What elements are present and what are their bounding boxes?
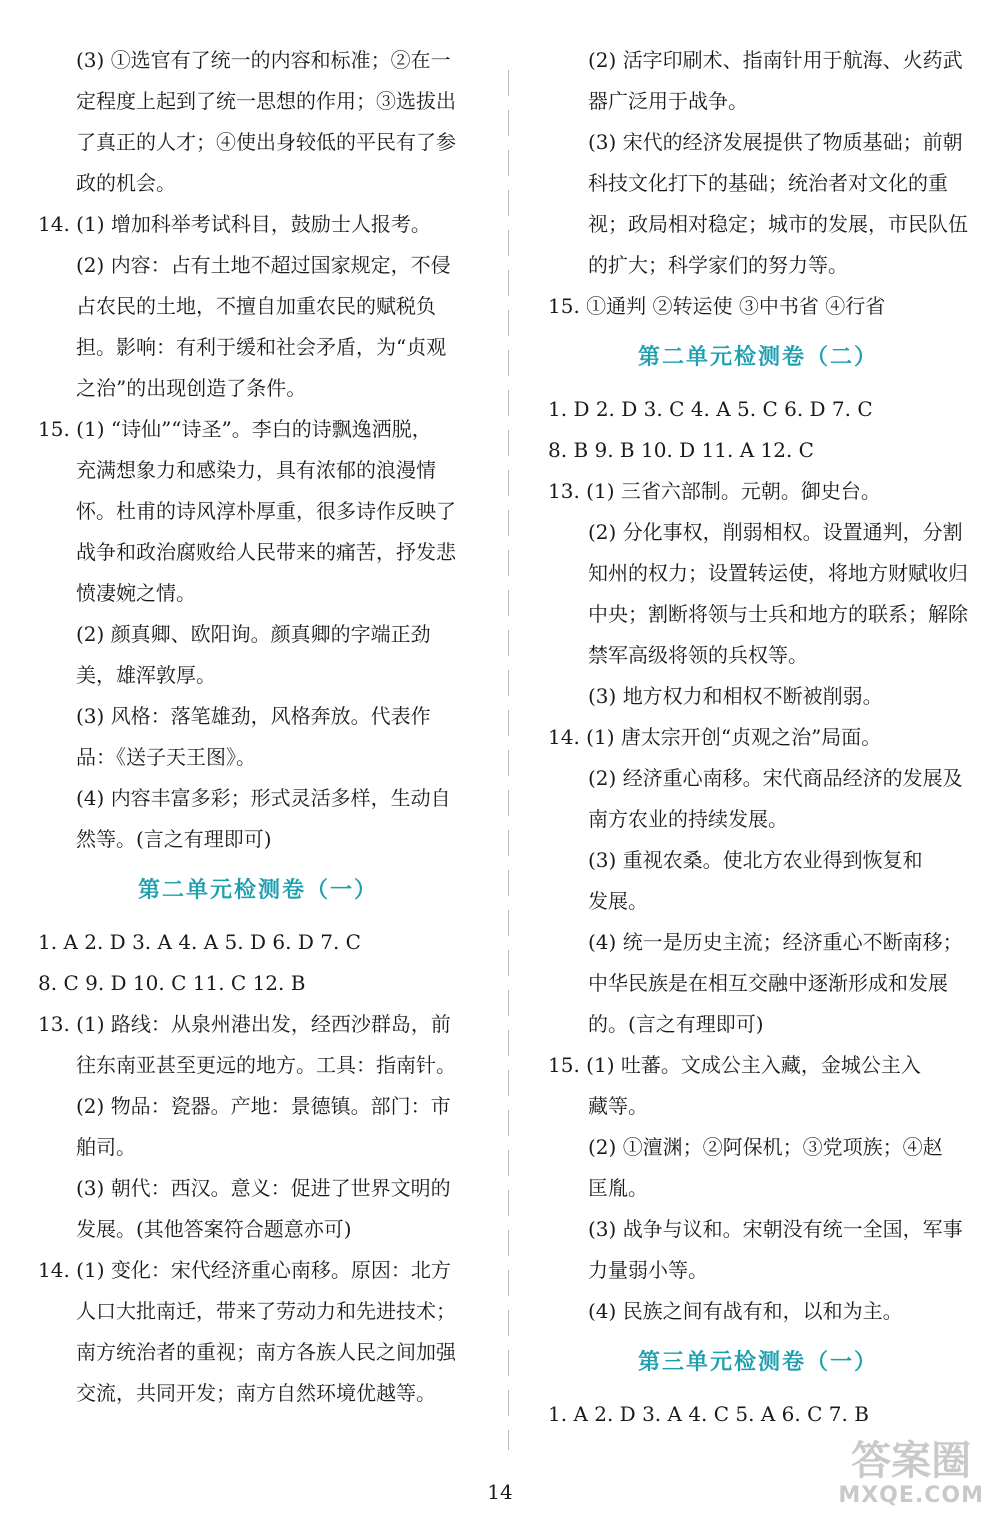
answer-line: 13. (1) 三省六部制。元朝。御史台。 xyxy=(548,479,881,503)
answer-line: 中央；割断将领与士兵和地方的联系；解除 xyxy=(588,602,968,626)
answer-line: 15. (1) “诗仙”“诗圣”。李白的诗飘逸洒脱， xyxy=(38,417,432,441)
answer-line: 往东南亚甚至更远的地方。工具：指南针。 xyxy=(76,1053,456,1077)
answer-line: (3) 宋代的经济发展提供了物质基础；前朝 xyxy=(588,130,963,154)
answer-line: 美，雄浑敦厚。 xyxy=(76,663,216,687)
answer-line: 1. A 2. D 3. A 4. C 5. A 6. C 7. B xyxy=(548,1402,869,1426)
answer-line: 13. (1) 路线：从泉州港出发，经西沙群岛，前 xyxy=(38,1012,451,1036)
answer-line: 舶司。 xyxy=(76,1135,136,1159)
answer-line: 视；政局相对稳定；城市的发展，市民队伍 xyxy=(588,212,968,236)
answer-line: 中华民族是在相互交融中逐渐形成和发展 xyxy=(588,971,948,995)
answer-line: 南方统治者的重视；南方各族人民之间加强 xyxy=(76,1340,456,1364)
answer-line: 力量弱小等。 xyxy=(588,1258,708,1282)
page-number: 14 xyxy=(487,1480,513,1504)
answer-line: (3) 朝代：西汉。意义：促进了世界文明的 xyxy=(76,1176,451,1200)
answer-line: 8. C 9. D 10. C 11. C 12. B xyxy=(38,971,306,995)
answer-line: 南方农业的持续发展。 xyxy=(588,807,788,831)
answer-line: 品：《送子天王图》。 xyxy=(76,745,256,769)
answer-line: 充满想象力和感染力，具有浓郁的浪漫情 xyxy=(76,458,436,482)
section-heading: 第二单元检测卷（二） xyxy=(637,345,878,370)
answer-line: (4) 民族之间有战有和，以和为主。 xyxy=(588,1299,903,1323)
answer-line: (4) 内容丰富多彩；形式灵活多样，生动自 xyxy=(76,786,451,810)
answer-line: 然等。(言之有理即可) xyxy=(76,827,272,851)
answer-line: 发展。 xyxy=(588,889,648,913)
answer-line: 发展。(其他答案符合题意亦可) xyxy=(76,1217,352,1241)
answer-line: (2) 活字印刷术、指南针用于航海、火药武 xyxy=(588,48,963,72)
answer-line: (2) 内容：占有土地不超过国家规定，不侵 xyxy=(76,253,451,277)
answer-line: 8. B 9. B 10. D 11. A 12. C xyxy=(548,438,814,462)
answer-line: 1. A 2. D 3. A 4. A 5. D 6. D 7. C xyxy=(38,930,361,954)
answer-line: 占农民的土地，不擅自加重农民的赋税负 xyxy=(76,294,436,318)
answer-line: 14. (1) 唐太宗开创“贞观之治”局面。 xyxy=(548,725,882,749)
answer-line: 愤凄婉之情。 xyxy=(76,581,196,605)
answer-line: 藏等。 xyxy=(588,1094,648,1118)
answer-line: (3) 风格：落笔雄劲，风格奔放。代表作 xyxy=(76,704,431,728)
answer-line: 交流，共同开发；南方自然环境优越等。 xyxy=(76,1381,436,1405)
answer-line: (3) 地方权力和相权不断被削弱。 xyxy=(588,684,883,708)
watermark-url: MXQE.COM xyxy=(838,1483,984,1508)
column-divider xyxy=(508,70,509,1450)
answer-line: 禁军高级将领的兵权等。 xyxy=(588,643,808,667)
answer-line: 14. (1) 增加科举考试科目，鼓励士人报考。 xyxy=(38,212,431,236)
answer-line: (3) 战争与议和。宋朝没有统一全国，军事 xyxy=(588,1217,963,1241)
section-heading: 第二单元检测卷（一） xyxy=(137,878,378,903)
answer-line: 怀。杜甫的诗风淳朴厚重，很多诗作反映了 xyxy=(76,499,456,523)
answer-line: 1. D 2. D 3. C 4. A 5. C 6. D 7. C xyxy=(548,397,873,421)
watermark xyxy=(838,1439,984,1508)
answer-line: 担。影响：有利于缓和社会矛盾，为“贞观 xyxy=(76,335,447,359)
answer-line: (2) 颜真卿、欧阳询。颜真卿的字端正劲 xyxy=(76,622,431,646)
answer-line: 15. (1) 吐蕃。文成公主入藏，金城公主入 xyxy=(548,1053,921,1077)
answer-line: 人口大批南迁，带来了劳动力和先进技术； xyxy=(76,1299,456,1323)
answer-line: 之治”的出现创造了条件。 xyxy=(76,376,307,400)
right-column xyxy=(548,40,968,1435)
answer-line: 15. ①通判 ②转运使 ③中书省 ④行省 xyxy=(548,294,886,318)
left-column xyxy=(38,40,478,1414)
answer-line: 14. (1) 变化：宋代经济重心南移。原因：北方 xyxy=(38,1258,451,1282)
answer-line: 的扩大；科学家们的努力等。 xyxy=(588,253,848,277)
answer-line: (2) 分化事权，削弱相权。设置通判，分割 xyxy=(588,520,963,544)
answer-line: 知州的权力；设置转运使，将地方财赋收归 xyxy=(588,561,968,585)
answer-line: (3) ①选官有了统一的内容和标准；②在一 xyxy=(76,48,451,72)
answer-line: 定程度上起到了统一思想的作用；③选拔出 xyxy=(76,89,456,113)
answer-line: (2) 经济重心南移。宋代商品经济的发展及 xyxy=(588,766,963,790)
answer-line: 政的机会。 xyxy=(76,171,176,195)
answer-line: 的。(言之有理即可) xyxy=(588,1012,764,1036)
answer-line: (2) ①澶渊；②阿保机；③党项族；④赵 xyxy=(588,1135,943,1159)
answer-line: 了真正的人才；④使出身较低的平民有了参 xyxy=(76,130,456,154)
answer-line: 器广泛用于战争。 xyxy=(588,89,748,113)
answer-line: 科技文化打下的基础；统治者对文化的重 xyxy=(588,171,948,195)
answer-line: (3) 重视农桑。使北方农业得到恢复和 xyxy=(588,848,923,872)
answer-line: 战争和政治腐败给人民带来的痛苦，抒发悲 xyxy=(76,540,456,564)
answer-line: (4) 统一是历史主流；经济重心不断南移； xyxy=(588,930,963,954)
section-heading: 第三单元检测卷（一） xyxy=(637,1350,878,1375)
watermark-logo: 答案圈 xyxy=(851,1438,972,1484)
answer-line: (2) 物品：瓷器。产地：景德镇。部门：市 xyxy=(76,1094,451,1118)
answer-line: 匡胤。 xyxy=(588,1176,648,1200)
